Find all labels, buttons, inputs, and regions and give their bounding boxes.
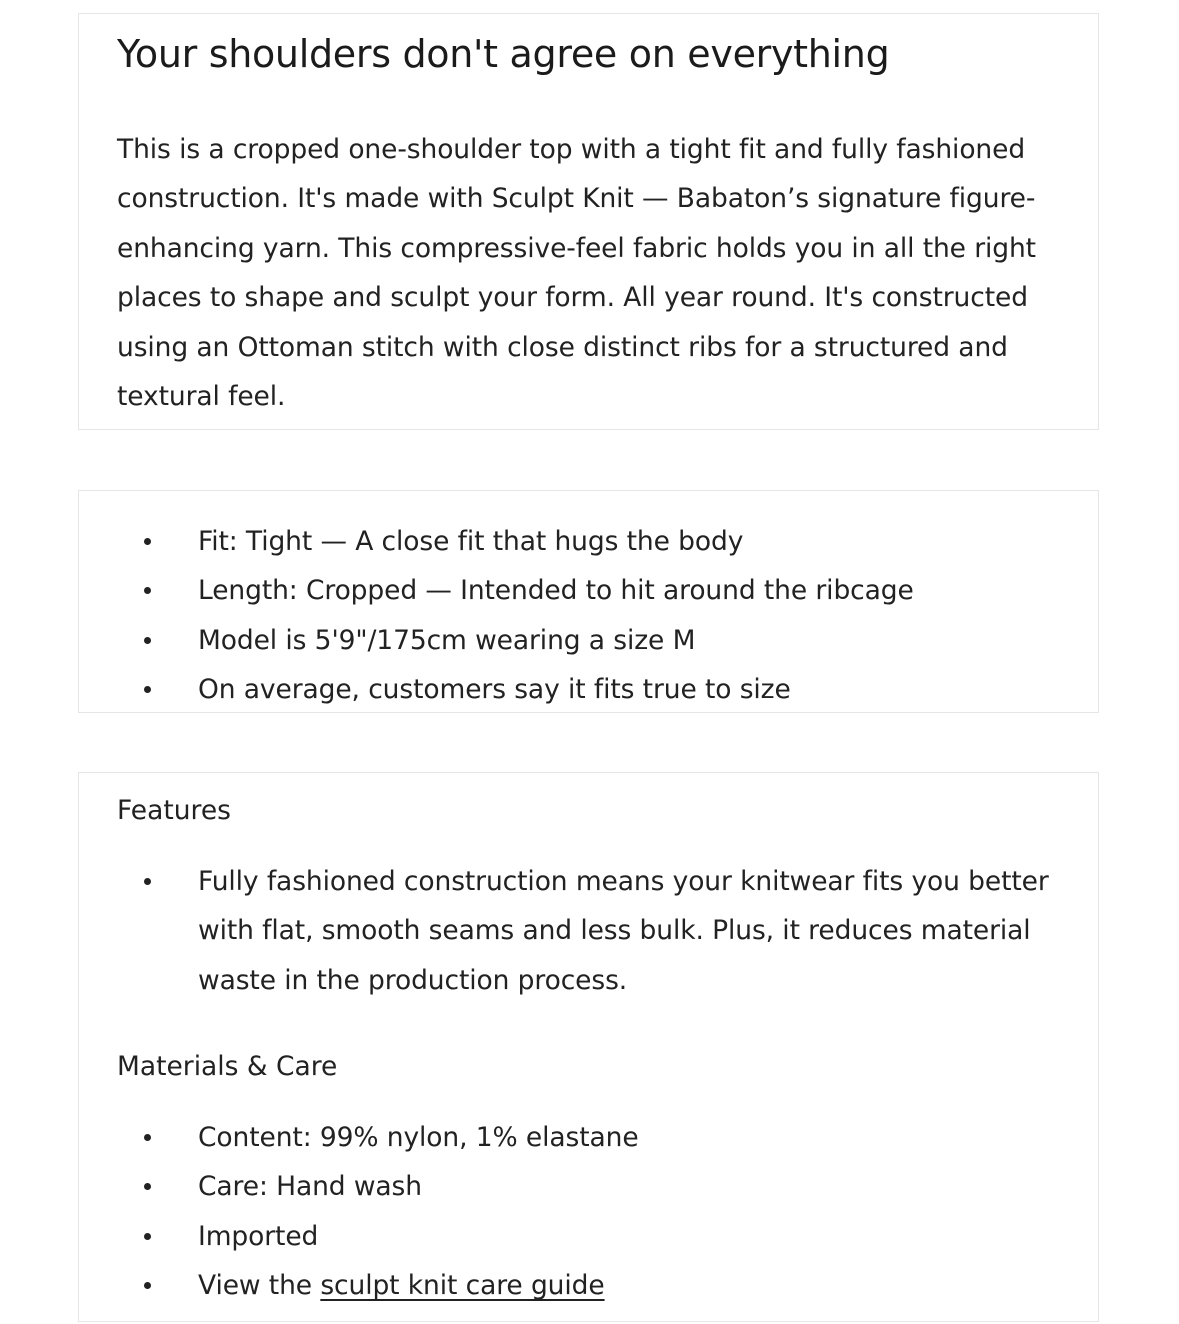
bullet-dot — [144, 878, 151, 885]
features-materials-card — [78, 772, 1099, 1322]
list-item — [78, 1261, 639, 1310]
product-description-card — [78, 13, 1099, 430]
care-text: Care: Hand wash — [198, 1171, 422, 1203]
features-list — [78, 857, 1053, 1005]
materials-care-list — [78, 1113, 639, 1311]
list-item — [78, 517, 914, 566]
product-headline: Your shoulders don't agree on everything — [117, 32, 890, 76]
true-to-size-text: On average, customers say it fits true to size — [198, 674, 791, 706]
fit-details-list — [78, 517, 914, 715]
list-item — [78, 1113, 639, 1162]
materials-care-heading: Materials & Care — [117, 1051, 338, 1082]
fit-detail-text: Fit: Tight — A close fit that hugs the body — [198, 526, 744, 557]
bullet-dot — [144, 686, 151, 693]
list-item — [78, 616, 914, 665]
bullet-dot — [144, 1282, 151, 1289]
feature-text: Fully fashioned construction means your knitwear fits you better with flat, smooth seams and less bulk. Plus, it reduces material waste in the production process. — [198, 866, 1049, 996]
care-guide-link[interactable]: sculpt knit care guide — [320, 1270, 605, 1302]
features-heading: Features — [117, 795, 231, 826]
product-description-text: This is a cropped one-shoulder top with a tight fit and fully fashioned construction. It's made with Sculpt Knit — Babaton’s signature figure-enhancing yarn. This compressive-feel fabric holds you in all the right places to shape and sculpt your form. All year round. It's constructed using an Ottoman stitch with close distinct ribs for a structured and textural feel. — [117, 134, 1036, 413]
list-item — [78, 566, 914, 615]
fit-details-card — [78, 490, 1099, 713]
content-text: Content: 99% nylon, 1% elastane — [198, 1122, 639, 1153]
list-item — [78, 1162, 639, 1211]
bullet-dot — [144, 1183, 151, 1190]
imported-text: Imported — [198, 1220, 319, 1252]
length-detail-text: Length: Cropped — Intended to hit around the ribcage — [198, 575, 914, 607]
list-item — [78, 857, 1053, 1005]
list-item — [78, 665, 914, 714]
bullet-dot — [144, 538, 151, 545]
care-guide-prefix: View the — [198, 1270, 321, 1302]
model-size-text: Model is 5'9"/175cm wearing a size M — [198, 624, 696, 656]
bullet-dot — [144, 637, 151, 644]
bullet-dot — [144, 1134, 151, 1141]
bullet-dot — [144, 1233, 151, 1240]
list-item — [78, 1212, 639, 1261]
bullet-dot — [144, 587, 151, 594]
